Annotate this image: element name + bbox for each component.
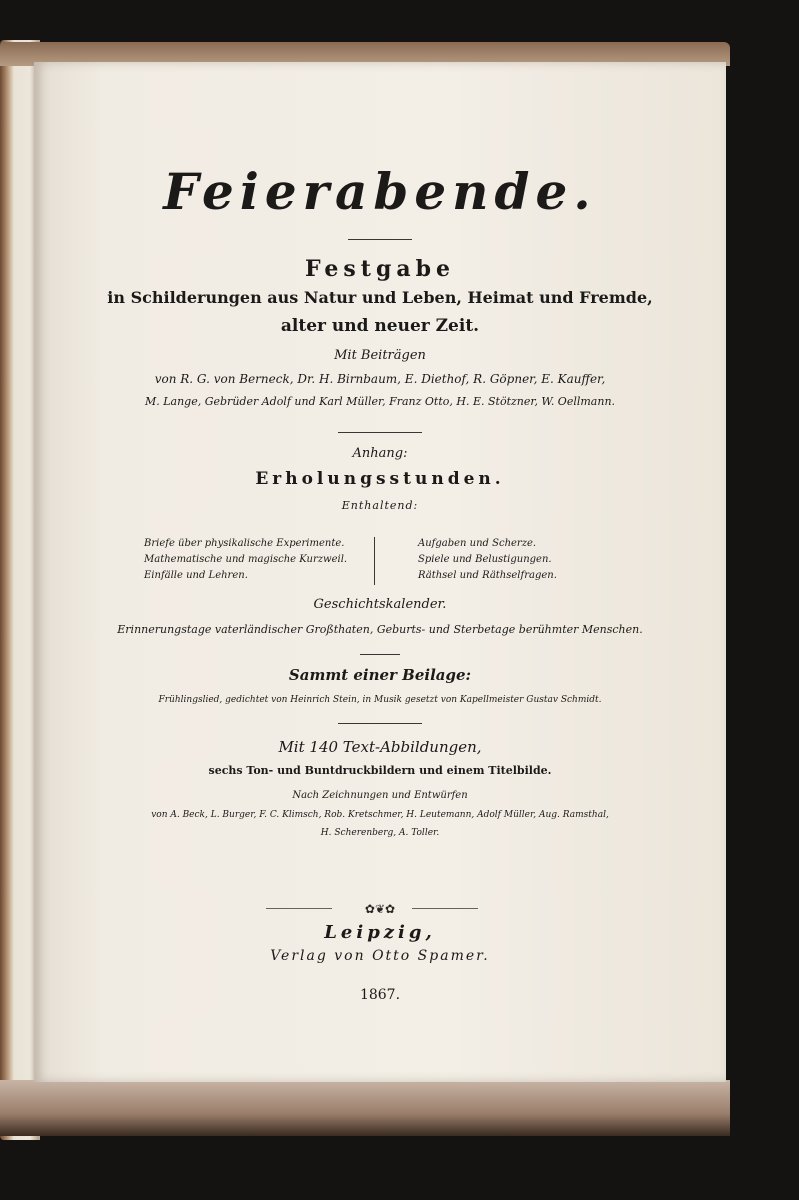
contributors-line-1: von R. G. von Berneck, Dr. H. Birnbaum, E. Diethof, R. Göpner, E. Kauffer, — [154, 372, 606, 386]
calendar-heading: Geschichtskalender. — [313, 597, 447, 612]
supplement-text: Frühlingslied, gedichtet von Heinrich Stein, in Musik gesetzt von Kapellmeister Gustav Schmidt. — [158, 695, 602, 705]
subtitle: Festgabe — [305, 256, 455, 282]
appendix-label: Anhang: — [352, 446, 408, 461]
book-cover-bottom — [0, 1080, 730, 1136]
calendar-text: Erinnerungstage vaterländischer Großthaten, Geburts- und Sterbetage berühmter Menschen. — [117, 623, 643, 636]
contents-left-column — [144, 536, 347, 584]
publication-year: 1867. — [359, 987, 401, 1003]
publication-place: Leipzig, — [324, 922, 436, 943]
contents-left-item: Mathematische und magische Kurzweil. — [144, 554, 348, 565]
appendix-title: Erholungsstunden. — [255, 469, 505, 489]
contents-label: Enthaltend: — [341, 499, 419, 512]
drawings-heading: Nach Zeichnungen und Entwürfen — [292, 790, 468, 801]
contents-left-item: Einfälle und Lehren. — [144, 570, 248, 581]
ornament-icon: ✿❦✿ — [364, 902, 396, 916]
subtitle-line-3: alter und neuer Zeit. — [280, 316, 480, 336]
contents-right-item: Räthsel und Räthselfragen. — [418, 570, 557, 581]
title-page — [34, 62, 726, 1082]
contributors-line-2: M. Lange, Gebrüder Adolf und Karl Müller, Franz Otto, H. E. Stötzner, W. Oellmann. — [144, 395, 616, 408]
supplement-rule — [338, 723, 422, 724]
contents-right-column — [418, 536, 557, 584]
supplement-heading: Sammt einer Beilage: — [288, 666, 472, 684]
contents-divider — [374, 537, 375, 585]
subtitle-line-2: in Schilderungen aus Natur und Leben, Heimat und Fremde, — [107, 288, 653, 307]
contributions-heading: Mit Beiträgen — [334, 348, 426, 363]
artists-line-2: H. Scherenberg, A. Toller. — [320, 828, 440, 838]
artists-line-1: von A. Beck, L. Burger, F. C. Klimsch, Rob. Kretschmer, H. Leutemann, Adolf Müller, Aug. Ramsthal, — [151, 810, 609, 820]
section-rule — [338, 432, 422, 433]
illustrations-text: sechs Ton- und Buntdruckbildern und einem Titelbilde. — [208, 764, 552, 777]
calendar-rule — [360, 654, 400, 655]
publisher: Verlag von Otto Spamer. — [270, 948, 490, 964]
book-title: Feierabende. — [163, 162, 597, 221]
title-rule — [348, 239, 412, 240]
contents-left-item: Briefe über physikalische Experimente. — [144, 538, 345, 549]
contents-right-item: Spiele und Belustigungen. — [418, 554, 552, 565]
illustrations-heading: Mit 140 Text-Abbildungen, — [278, 738, 482, 756]
contents-right-item: Aufgaben und Scherze. — [418, 538, 537, 549]
ornament-line-right — [412, 908, 478, 909]
